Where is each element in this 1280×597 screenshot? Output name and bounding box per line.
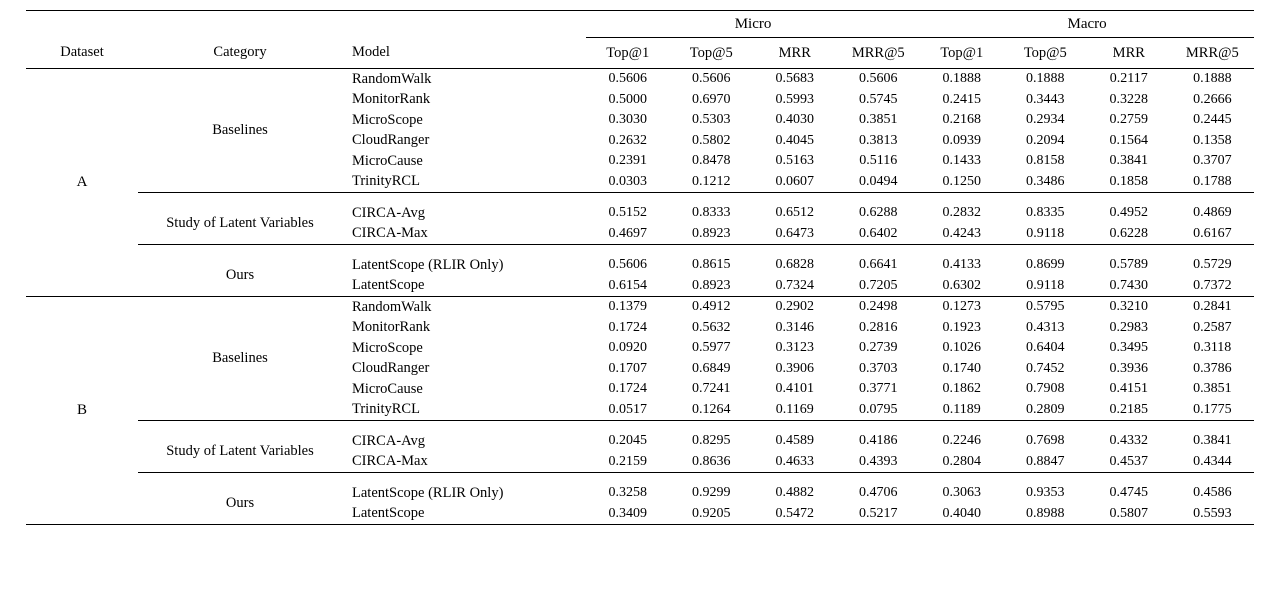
- metric-value: 0.2159: [586, 452, 670, 473]
- metric-value: 0.4537: [1087, 452, 1171, 473]
- metric-value: 0.8636: [670, 452, 754, 473]
- metric-value: 0.3703: [859, 360, 898, 376]
- metric-value: 0.1264: [670, 400, 754, 421]
- metric-value: 0.3118: [1193, 340, 1232, 356]
- metric-value: 0.4697: [586, 224, 670, 245]
- metric-value: 0.3443: [1026, 91, 1065, 107]
- metric-value: 0.0517: [586, 400, 670, 421]
- metric-value: 0.7698: [1026, 433, 1065, 449]
- metric-value: 0.4869: [1193, 205, 1232, 221]
- metric-value: 0.7452: [1026, 360, 1065, 376]
- metric-value: 0.0920: [608, 340, 647, 356]
- metric-value: 0.4186: [859, 433, 898, 449]
- metric-value: 0.4151: [1109, 381, 1149, 397]
- results-table: [26, 10, 1254, 525]
- metric-value: 0.4313: [1026, 319, 1065, 335]
- model-name: CIRCA-Avg: [352, 432, 426, 449]
- table-row: [26, 431, 1254, 452]
- metric-value: 0.2587: [1193, 319, 1232, 335]
- metric-value: 0.1433: [942, 153, 982, 169]
- metric-value: 0.2094: [1026, 132, 1065, 148]
- metric-value: 0.5593: [1171, 504, 1255, 525]
- metric-value: 0.1273: [942, 299, 982, 315]
- group-header-macro: Macro: [920, 11, 1254, 38]
- metric-value: 0.4133: [942, 257, 982, 273]
- metric-value: 0.4243: [920, 224, 1004, 245]
- metric-value: 0.2816: [859, 319, 898, 335]
- metric-value: 0.4633: [753, 452, 837, 473]
- table-row: [26, 203, 1254, 224]
- metric-value: 0.4101: [775, 381, 814, 397]
- column-header-metric: MRR@5: [837, 38, 921, 69]
- metric-value: 0.2902: [775, 299, 814, 315]
- column-header-metric: Top@1: [920, 38, 1004, 69]
- model-name: CloudRanger: [352, 132, 430, 149]
- metric-value: 0.1862: [942, 381, 982, 397]
- category-label: Ours: [138, 255, 342, 297]
- metric-value: 0.8158: [1026, 153, 1065, 169]
- metric-value: 0.5606: [608, 257, 647, 273]
- metric-value: 0.9205: [670, 504, 754, 525]
- model-name: RandomWalk: [352, 298, 432, 315]
- model-name: TrinityRCL: [342, 172, 586, 193]
- metric-value: 0.8847: [1004, 452, 1088, 473]
- metric-value: 0.2445: [1193, 112, 1232, 128]
- metric-value: 0.0303: [586, 172, 670, 193]
- metric-value: 0.1189: [920, 400, 1004, 421]
- metric-value: 0.5795: [1026, 299, 1065, 315]
- metric-value: 0.5606: [608, 71, 647, 87]
- column-header-category: Category: [138, 38, 342, 69]
- metric-value: 0.3841: [1109, 153, 1149, 169]
- metric-value: 0.6167: [1171, 224, 1255, 245]
- metric-value: 0.4332: [1109, 433, 1149, 449]
- metric-value: 0.5152: [608, 205, 647, 221]
- metric-value: 0.5632: [692, 319, 731, 335]
- model-name: MicroScope: [352, 111, 423, 128]
- column-header-metric: Top@1: [586, 38, 670, 69]
- metric-value: 0.1888: [1026, 71, 1065, 87]
- metric-value: 0.5993: [775, 91, 814, 107]
- metric-value: 0.4589: [775, 433, 814, 449]
- model-name: LatentScope (RLIR Only): [352, 256, 504, 273]
- metric-value: 0.7430: [1087, 276, 1171, 297]
- metric-value: 0.2832: [942, 205, 982, 221]
- metric-value: 0.3906: [775, 360, 814, 376]
- metric-value: 0.4912: [692, 299, 731, 315]
- metric-value: 0.3786: [1193, 360, 1232, 376]
- metric-value: 0.1212: [670, 172, 754, 193]
- metric-value: 0.1564: [1109, 132, 1149, 148]
- metric-value: 0.8988: [1004, 504, 1088, 525]
- metric-value: 0.1740: [942, 360, 982, 376]
- metric-value: 0.0494: [837, 172, 921, 193]
- metric-value: 0.4745: [1109, 485, 1149, 501]
- column-header-row: [26, 38, 1254, 69]
- metric-value: 0.5000: [608, 91, 647, 107]
- column-header-dataset: Dataset: [26, 38, 138, 69]
- metric-value: 0.3210: [1109, 299, 1149, 315]
- metric-value: 0.6970: [692, 91, 731, 107]
- category-label: Study of Latent Variables: [138, 203, 342, 245]
- metric-value: 0.6154: [586, 276, 670, 297]
- metric-value: 0.1888: [1193, 71, 1232, 87]
- model-name: MonitorRank: [352, 319, 431, 336]
- metric-value: 0.3258: [608, 485, 647, 501]
- metric-value: 0.0795: [837, 400, 921, 421]
- column-header-metric: MRR: [1087, 38, 1171, 69]
- metric-value: 0.1788: [1171, 172, 1255, 193]
- metric-value: 0.4393: [837, 452, 921, 473]
- category-label: Ours: [138, 483, 342, 525]
- model-name: MicroScope: [352, 339, 423, 356]
- metric-value: 0.2117: [1109, 71, 1148, 87]
- metric-value: 0.6849: [692, 360, 731, 376]
- metric-value: 0.3486: [1004, 172, 1088, 193]
- metric-value: 0.9299: [692, 485, 731, 501]
- metric-value: 0.3146: [775, 319, 814, 335]
- metric-value: 0.2415: [942, 91, 982, 107]
- metric-value: 0.8615: [692, 257, 731, 273]
- metric-value: 0.4045: [775, 132, 814, 148]
- metric-value: 0.2983: [1109, 319, 1149, 335]
- metric-value: 0.3123: [775, 340, 814, 356]
- model-name: LatentScope: [342, 276, 586, 297]
- metric-value: 0.2666: [1193, 91, 1232, 107]
- metric-value: 0.1169: [753, 400, 837, 421]
- metric-value: 0.8923: [670, 224, 754, 245]
- metric-value: 0.7205: [837, 276, 921, 297]
- metric-value: 0.2045: [608, 433, 647, 449]
- model-name: LatentScope: [342, 504, 586, 525]
- model-name: RandomWalk: [352, 70, 432, 87]
- model-name: CIRCA-Max: [342, 452, 586, 473]
- metric-value: 0.5116: [859, 153, 898, 169]
- metric-value: 0.2739: [859, 340, 898, 356]
- metric-value: 0.6512: [775, 205, 814, 221]
- metric-value: 0.1026: [942, 340, 982, 356]
- metric-value: 0.2391: [608, 153, 647, 169]
- metric-value: 0.2246: [942, 433, 982, 449]
- metric-value: 0.2168: [942, 112, 982, 128]
- model-name: MicroCause: [352, 380, 423, 397]
- metric-value: 0.6302: [920, 276, 1004, 297]
- metric-value: 0.1379: [608, 299, 647, 315]
- metric-value: 0.5472: [753, 504, 837, 525]
- metric-value: 0.3495: [1109, 340, 1149, 356]
- metric-value: 0.3409: [586, 504, 670, 525]
- metric-value: 0.2498: [859, 299, 898, 315]
- model-name: CIRCA-Avg: [352, 204, 426, 221]
- metric-value: 0.0607: [753, 172, 837, 193]
- model-name: TrinityRCL: [342, 400, 586, 421]
- metric-value: 0.3228: [1109, 91, 1149, 107]
- table-row: [26, 255, 1254, 276]
- results-table-body: [26, 11, 1254, 525]
- metric-value: 0.5745: [859, 91, 898, 107]
- category-label: Baselines: [138, 69, 342, 193]
- table-row: [26, 483, 1254, 504]
- metric-value: 0.7324: [753, 276, 837, 297]
- metric-value: 0.6828: [775, 257, 814, 273]
- metric-value: 0.2934: [1026, 112, 1065, 128]
- model-name: MicroCause: [352, 152, 423, 169]
- metric-value: 0.4882: [775, 485, 814, 501]
- metric-value: 0.1250: [920, 172, 1004, 193]
- model-name: CloudRanger: [352, 360, 430, 377]
- metric-value: 0.5303: [692, 112, 731, 128]
- metric-value: 0.2185: [1087, 400, 1171, 421]
- metric-value: 0.1707: [608, 360, 647, 376]
- metric-value: 0.1724: [608, 381, 647, 397]
- metric-value: 0.8478: [692, 153, 731, 169]
- metric-value: 0.3030: [608, 112, 647, 128]
- metric-value: 0.1858: [1087, 172, 1171, 193]
- metric-value: 0.6228: [1087, 224, 1171, 245]
- column-header-metric: MRR: [753, 38, 837, 69]
- metric-value: 0.1358: [1193, 132, 1232, 148]
- metric-value: 0.5163: [775, 153, 814, 169]
- metric-value: 0.2809: [1004, 400, 1088, 421]
- metric-value: 0.5802: [692, 132, 731, 148]
- metric-value: 0.8295: [692, 433, 731, 449]
- metric-value: 0.3707: [1193, 153, 1232, 169]
- column-header-metric: Top@5: [670, 38, 754, 69]
- metric-value: 0.9118: [1004, 224, 1088, 245]
- category-label: Baselines: [138, 297, 342, 421]
- metric-value: 0.9118: [1004, 276, 1088, 297]
- metric-value: 0.7372: [1171, 276, 1255, 297]
- metric-value: 0.4030: [775, 112, 814, 128]
- metric-value: 0.8699: [1026, 257, 1065, 273]
- metric-value: 0.3936: [1109, 360, 1149, 376]
- metric-value: 0.6288: [859, 205, 898, 221]
- metric-value: 0.7908: [1026, 381, 1065, 397]
- metric-value: 0.6402: [837, 224, 921, 245]
- metric-value: 0.9353: [1026, 485, 1065, 501]
- metric-value: 0.8923: [670, 276, 754, 297]
- metric-value: 0.1888: [942, 71, 982, 87]
- column-header-model: Model: [342, 38, 586, 69]
- table-row: [26, 297, 1254, 318]
- group-header-micro: Micro: [586, 11, 920, 38]
- metric-value: 0.5683: [775, 71, 814, 87]
- dataset-label: A: [26, 69, 138, 297]
- metric-value: 0.4586: [1193, 485, 1232, 501]
- dataset-label: B: [26, 297, 138, 525]
- metric-value: 0.7241: [692, 381, 731, 397]
- model-name: LatentScope (RLIR Only): [352, 484, 504, 501]
- metric-value: 0.5729: [1193, 257, 1232, 273]
- table-row: [26, 69, 1254, 90]
- metric-value: 0.6641: [859, 257, 898, 273]
- metric-value: 0.5789: [1109, 257, 1149, 273]
- group-header-empty: [26, 11, 586, 38]
- metric-value: 0.3771: [859, 381, 898, 397]
- metric-value: 0.8335: [1026, 205, 1065, 221]
- metric-value: 0.0939: [942, 132, 982, 148]
- category-label: Study of Latent Variables: [138, 431, 342, 473]
- metric-value: 0.4040: [920, 504, 1004, 525]
- metric-value: 0.4952: [1109, 205, 1149, 221]
- metric-value: 0.1923: [942, 319, 982, 335]
- metric-value: 0.2841: [1193, 299, 1232, 315]
- metric-value: 0.4706: [859, 485, 898, 501]
- metric-value: 0.4344: [1171, 452, 1255, 473]
- metric-value: 0.2632: [608, 132, 647, 148]
- metric-value: 0.5606: [859, 71, 898, 87]
- metric-value: 0.8333: [692, 205, 731, 221]
- metric-value: 0.2759: [1109, 112, 1149, 128]
- column-header-metric: Top@5: [1004, 38, 1088, 69]
- metric-value: 0.2804: [920, 452, 1004, 473]
- metric-value: 0.5807: [1087, 504, 1171, 525]
- metric-value: 0.3851: [1193, 381, 1232, 397]
- column-header-metric: MRR@5: [1171, 38, 1255, 69]
- metric-value: 0.5977: [692, 340, 731, 356]
- model-name: CIRCA-Max: [342, 224, 586, 245]
- metric-value: 0.3063: [942, 485, 982, 501]
- group-header-row: [26, 11, 1254, 38]
- metric-value: 0.3851: [859, 112, 898, 128]
- metric-value: 0.6473: [753, 224, 837, 245]
- metric-value: 0.3813: [859, 132, 898, 148]
- metric-value: 0.1724: [608, 319, 647, 335]
- model-name: MonitorRank: [352, 91, 431, 108]
- metric-value: 0.3841: [1193, 433, 1232, 449]
- metric-value: 0.1775: [1171, 400, 1255, 421]
- metric-value: 0.5606: [692, 71, 731, 87]
- metric-value: 0.6404: [1026, 340, 1065, 356]
- metric-value: 0.5217: [837, 504, 921, 525]
